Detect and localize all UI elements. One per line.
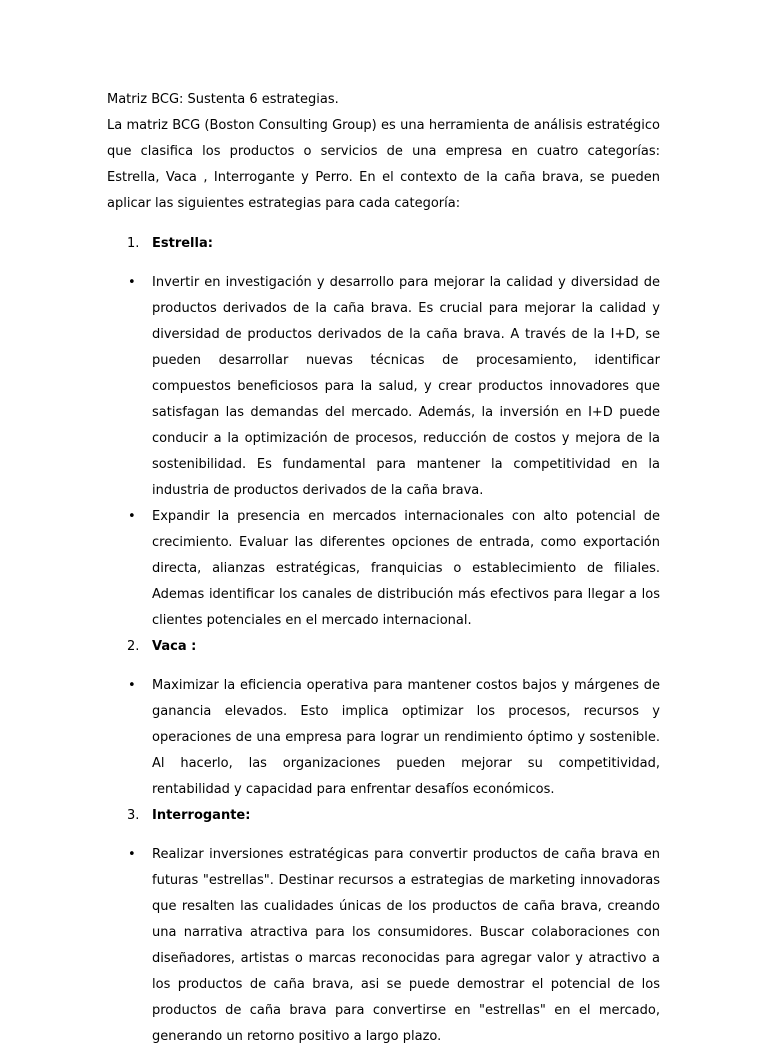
bullet-dot-icon: • [128, 678, 136, 693]
document-page [107, 87, 660, 1050]
section-number: 1. [127, 236, 140, 251]
section-heading [107, 231, 660, 257]
section-interrogante [107, 803, 660, 1050]
section-estrella [107, 231, 660, 634]
section-heading [107, 634, 660, 660]
section-heading-text: Estrella: [152, 236, 213, 251]
section-number: 2. [127, 639, 140, 654]
bullet-item [107, 504, 660, 634]
bullet-dot-icon: • [128, 509, 136, 524]
section-vaca [107, 634, 660, 803]
bullet-text: Maximizar la eficiencia operativa para mantener costos bajos y márgenes de ganancia elevados. Esto implica optimizar los procesos, recursos y operaciones de una empresa para lograr un rendimiento óptimo y sostenible. Al hacerlo, las organizaciones pueden mejorar su competitividad, rentabilidad y capacidad para enfrentar desafíos económicos. [152, 678, 660, 797]
section-heading-text: Interrogante: [152, 808, 251, 823]
bullet-dot-icon: • [128, 847, 136, 862]
bullet-text: Invertir en investigación y desarrollo para mejorar la calidad y diversidad de productos derivados de la caña brava. Es crucial para mejorar la calidad y diversidad de productos derivados de la caña brava. A través de la I+D, se pueden desarrollar nuevas técnicas de procesamiento, identificar compuestos beneficiosos para la salud, y crear productos innovadores que satisfagan las demandas del mercado. Además, la inversión en I+D puede conducir a la optimización de procesos, reducción de costos y mejora de la sostenibilidad. Es fundamental para mantener la competitividad en la industria de productos derivados de la caña brava. [152, 275, 660, 498]
bullet-dot-icon: • [128, 275, 136, 290]
bullet-text: Realizar inversiones estratégicas para convertir productos de caña brava en futuras "estrellas". Destinar recursos a estrategias de marketing innovadoras que resalten las cualidades únicas de los productos de caña brava, creando una narrativa atractiva para los consumidores. Buscar colaboraciones con diseñadores, artistas o marcas reconocidas para agregar valor y atractivo a los productos de caña brava, asi se puede demostrar el potencial de los productos de caña brava para convertirse en "estrellas" en el mercado, generando un retorno positivo a largo plazo. [152, 847, 660, 1044]
document-title: Matriz BCG: Sustenta 6 estrategias. [107, 92, 339, 107]
intro-paragraph: La matriz BCG (Boston Consulting Group) es una herramienta de análisis estratégico que clasifica los productos o servicios de una empresa en cuatro categorías: Estrella, Vaca , Interrogante y Perro. En el contexto de la caña brava, se pueden aplicar las siguientes estrategias para cada categoría: [107, 118, 660, 211]
bullet-text: Expandir la presencia en mercados internacionales con alto potencial de crecimiento. Evaluar las diferentes opciones de entrada, como exportación directa, alianzas estratégicas, franquicias o establecimiento de filiales. Ademas identificar los canales de distribución más efectivos para llegar a los clientes potenciales en el mercado internacional. [152, 509, 660, 628]
section-heading-text: Vaca : [152, 639, 197, 654]
bullet-item [107, 673, 660, 803]
section-number: 3. [127, 808, 140, 823]
bullet-item [107, 842, 660, 1050]
section-heading [107, 803, 660, 829]
bullet-item [107, 270, 660, 504]
